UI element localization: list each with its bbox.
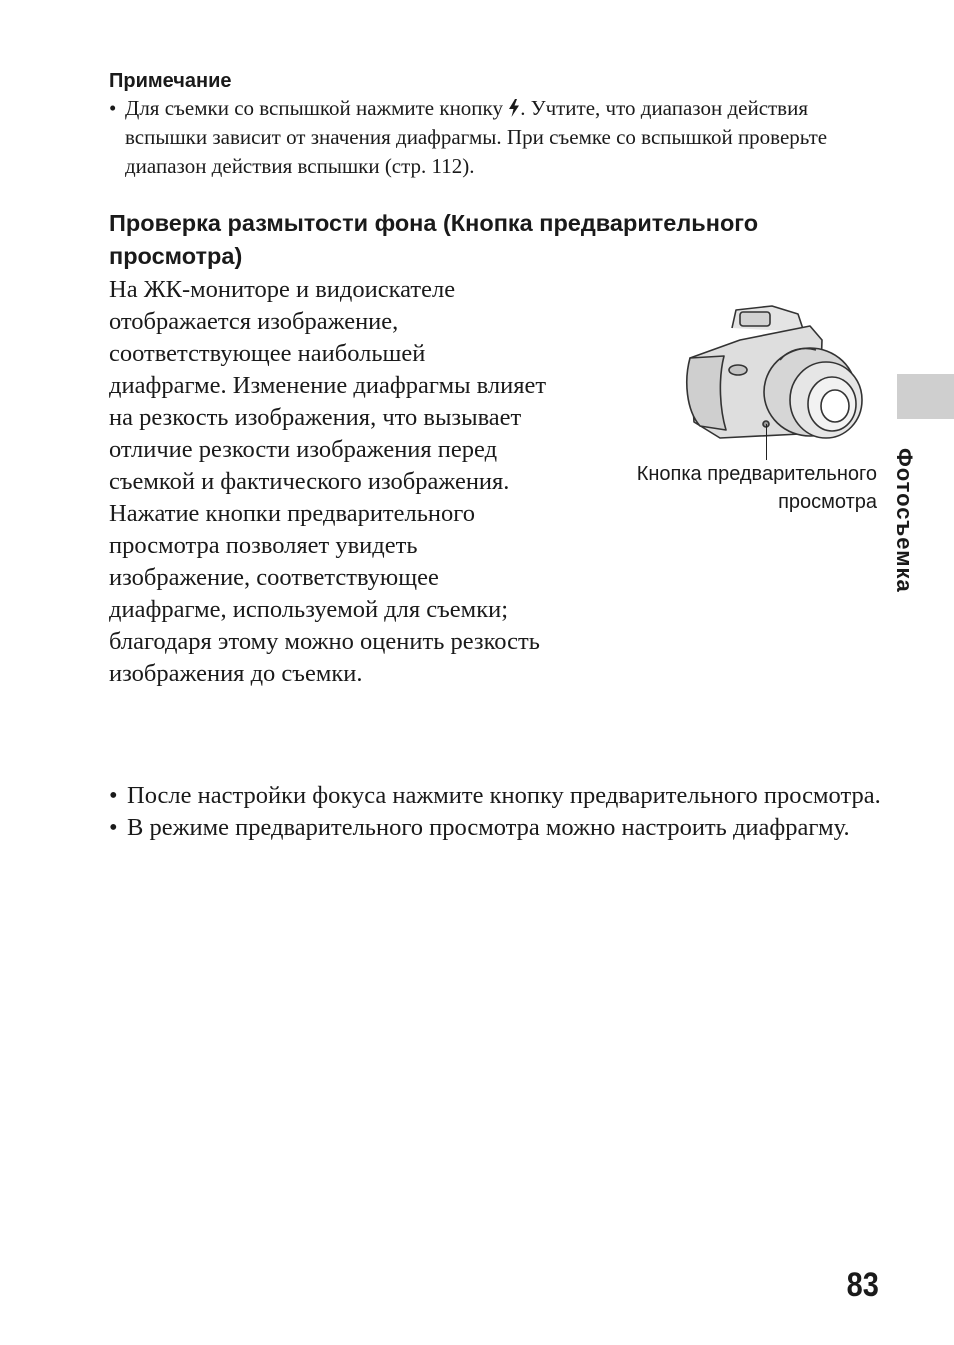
page-number: 83 (846, 1266, 879, 1304)
side-tab-label (891, 448, 921, 618)
section-body: На ЖК-мониторе и видоискателе отображается изображение, соответствующее наибольшей диафрагме. Изменение диафрагмы влияет на резкость изображения, что вызывает отличие резкости изображения перед съемкой и фактического изображения. Нажатие кнопки предварительного просмотра позволяет увидеть изображение, соответствующее диафрагме, используемой для съемки; благодаря этому можно оценить резкость изображения до съемки. (109, 276, 547, 687)
tip-text: В режиме предварительного просмотра можно настроить диафрагму. (127, 814, 850, 841)
camera-illustration (680, 300, 870, 460)
note-text-start: Для съемки со вспышкой нажмите кнопку (125, 96, 509, 120)
flash-icon (508, 96, 520, 120)
side-tab-text: Фотосъемка (892, 448, 917, 593)
caption-line-1: Кнопка предварительного (636, 463, 877, 485)
note-heading: Примечание (109, 70, 232, 92)
list-item (109, 94, 849, 181)
tip-text: После настройки фокуса нажмите кнопку предварительного просмотра. (127, 782, 881, 809)
note-list (109, 94, 849, 181)
bullet: • (109, 782, 118, 809)
bullet: • (109, 814, 118, 841)
caption-line-2: просмотра (778, 491, 877, 513)
list-item (109, 812, 889, 844)
bullet: • (109, 96, 117, 120)
side-tab-marker (897, 374, 954, 419)
note-text-end: . Учтите, что диапазон действия вспышки зависит от значения диафрагмы. При съемке со вспышкой проверьте диапазон действия вспышки (стр. 112). (125, 96, 828, 178)
callout-line (766, 424, 767, 460)
list-item (109, 780, 889, 812)
figure-caption (637, 460, 877, 516)
tips-list (109, 780, 889, 844)
section-title: Проверка размытости фона (Кнопка предварительного просмотра) (109, 210, 759, 269)
